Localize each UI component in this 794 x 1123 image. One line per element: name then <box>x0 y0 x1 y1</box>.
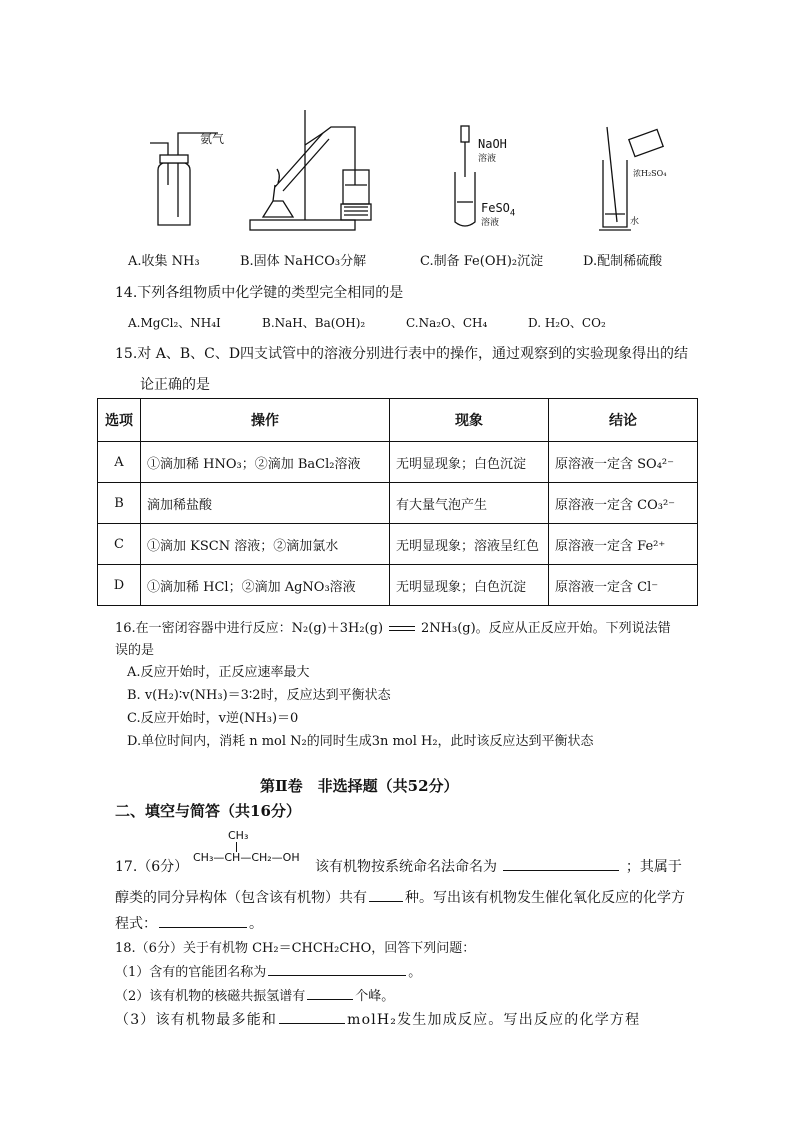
q17-line2-a: 醇类的同分异构体（包含该有机物）共有 <box>115 890 367 906</box>
q17-text-b: ；其属于 <box>625 859 682 875</box>
q18-stem: 18.（6分）关于有机物 CH₂＝CHCH₂CHO，回答下列问题： <box>115 941 476 956</box>
q17-line3-b: 。 <box>249 916 263 932</box>
row-phenomenon: 无明显现象；溶液呈红色 <box>390 524 549 565</box>
answer-blank[interactable] <box>159 926 247 928</box>
naoh-sub-label: 溶液 <box>478 154 497 164</box>
q15-stem-line2: 论正确的是 <box>140 377 210 393</box>
q15-stem-line1: 15.对 A、B、C、D四支试管中的溶液分别进行表中的操作，通过观察到的实验现象得出的结 <box>115 346 689 362</box>
header-operation: 操作 <box>141 399 390 442</box>
q13-option-a: A.收集 NH₃ <box>128 254 200 269</box>
header-conclusion: 结论 <box>549 399 698 442</box>
row-operation: ①滴加稀 HCl；②滴加 AgNO₃溶液 <box>141 565 390 606</box>
header-option: 选项 <box>98 399 141 442</box>
answer-blank[interactable] <box>369 900 403 902</box>
gas-bottle-figure <box>140 125 240 235</box>
q18-item-3 <box>115 1009 640 1029</box>
q14-option-b: B.NaH、Ba(OH)₂ <box>262 316 366 330</box>
q17-line3-a: 程式： <box>115 916 157 932</box>
q17-prefix: 17.（6分） <box>115 859 189 875</box>
answer-blank[interactable] <box>307 998 353 1000</box>
table-row <box>98 524 698 565</box>
header-phenomenon: 现象 <box>390 399 549 442</box>
q14-option-d: D. H₂O、CO₂ <box>528 316 606 330</box>
q18-item-1 <box>115 961 421 980</box>
q18-item-2-end: 个峰。 <box>355 989 395 1004</box>
part2-title: 第Ⅱ卷 非选择题（共52分） <box>260 777 459 795</box>
answer-blank[interactable] <box>503 869 619 871</box>
struct-methyl: CH₃ <box>228 829 249 842</box>
q18-item-1-text: （1）含有的官能团名称为 <box>115 965 267 980</box>
q16-option-d: D.单位时间内，消耗 n mol N₂的同时生成3n mol H₂，此时该反应达到平衡状态 <box>127 734 594 749</box>
q17-line2-b: 种。写出该有机物发生催化氧化反应的化学方 <box>405 890 685 906</box>
q13-option-c: C.制备 Fe(OH)₂沉淀 <box>420 254 544 269</box>
q14-stem: 14.下列各组物质中化学键的类型完全相同的是 <box>115 285 404 301</box>
table-row <box>98 483 698 524</box>
answer-blank[interactable] <box>268 974 406 976</box>
row-operation: ①滴加 KSCN 溶液；②滴加氯水 <box>141 524 390 565</box>
q13-option-d: D.配制稀硫酸 <box>583 254 663 269</box>
naoh-label: NaOH <box>478 137 507 151</box>
q14-option-c: C.Na₂O、CH₄ <box>406 316 488 330</box>
row-conclusion: 原溶液一定含 CO₃²⁻ <box>549 483 698 524</box>
row-phenomenon: 无明显现象；白色沉淀 <box>390 565 549 606</box>
equilibrium-arrow-icon <box>389 625 415 633</box>
q18-item-1-end: 。 <box>408 965 422 980</box>
section-title: 二、填空与简答（共16分） <box>115 802 301 820</box>
row-phenomenon: 无明显现象；白色沉淀 <box>390 442 549 483</box>
struct-formula: CH₃—CH—CH₂—OH <box>193 851 300 864</box>
feso4-sub-label: 溶液 <box>481 218 500 228</box>
q16-option-a: A.反应开始时，正反应速率最大 <box>127 665 310 680</box>
q17-line2 <box>115 887 685 907</box>
q18-item-2 <box>115 985 394 1004</box>
feso4-label: FeSO$_4$ <box>481 201 516 219</box>
row-conclusion: 原溶液一定含 SO₄²⁻ <box>549 442 698 483</box>
q16-stem-part-b: 2NH₃(g)。反应从正反应开始。下列说法错 <box>421 621 671 636</box>
q17-line3 <box>115 913 263 933</box>
table-row <box>98 565 698 606</box>
conc-h2so4-label: 浓H₂SO₄ <box>633 169 667 178</box>
q17-text-a: 该有机物按系统命名法命名为 <box>315 859 497 875</box>
table-row <box>98 442 698 483</box>
q13-option-b: B.固体 NaHCO₃分解 <box>240 254 367 269</box>
q16-option-c: C.反应开始时，v逆(NH₃)＝0 <box>127 711 299 726</box>
row-option: C <box>98 524 141 565</box>
q18-item-3-end: molH₂发生加成反应。写出反应的化学方程 <box>347 1012 641 1028</box>
row-operation: 滴加稀盐酸 <box>141 483 390 524</box>
q14-option-a: A.MgCl₂、NH₄I <box>128 316 221 330</box>
row-conclusion: 原溶液一定含 Fe²⁺ <box>549 524 698 565</box>
q16-stem-line2: 误的是 <box>115 643 155 658</box>
row-conclusion: 原溶液一定含 Cl⁻ <box>549 565 698 606</box>
row-option: D <box>98 565 141 606</box>
answer-blank[interactable] <box>279 1022 345 1024</box>
q15-table <box>97 398 698 606</box>
row-phenomenon: 有大量气泡产生 <box>390 483 549 524</box>
q16-option-b: B. v(H₂)∶v(NH₃)＝3∶2时，反应达到平衡状态 <box>127 688 391 703</box>
ammonia-label: 氨气 <box>200 132 225 146</box>
q18-item-3-text: （3）该有机物最多能和 <box>115 1012 278 1028</box>
row-operation: ①滴加稀 HNO₃；②滴加 BaCl₂溶液 <box>141 442 390 483</box>
row-option: A <box>98 442 141 483</box>
water-label: 水 <box>630 217 640 227</box>
q16-stem-part-a: 16.在一密闭容器中进行反应：N₂(g)＋3H₂(g) <box>115 621 384 636</box>
table-header-row <box>98 399 698 442</box>
row-option: B <box>98 483 141 524</box>
q16-stem <box>115 617 671 636</box>
q17-line1 <box>315 856 682 876</box>
heating-apparatus-figure <box>245 105 380 235</box>
q18-item-2-text: （2）该有机物的核磁共振氢谱有 <box>115 989 306 1004</box>
